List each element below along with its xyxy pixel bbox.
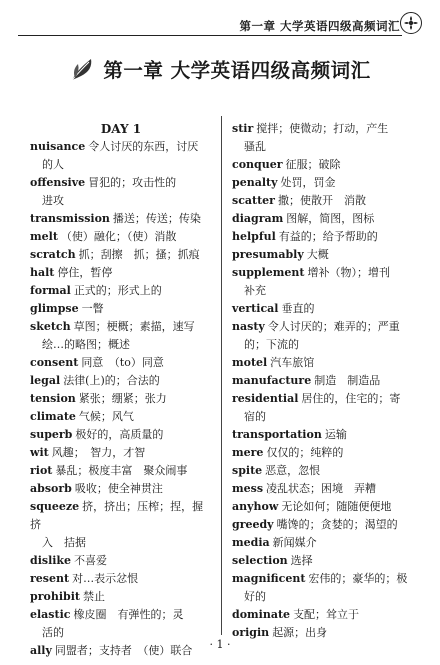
vocab-definition: 支配；耸立于 [293,608,360,621]
vocab-definition: 紧张；绷紧；张力 [78,392,167,405]
vocab-word: vertical [232,302,279,315]
vocab-entry [30,426,212,444]
vocab-entry [232,516,420,534]
vocab-entry [232,354,420,372]
vocab-definition: 不喜爱 [74,554,108,567]
vocab-definition: 正式的；形式上的 [73,284,162,297]
vocab-word: mess [232,482,264,495]
vocab-definition: （使）融化；（使）消散 [60,230,177,243]
vocab-word: tension [30,392,76,405]
vocab-definition: 吸收；使全神贯注 [74,482,163,495]
vocab-word: residential [232,392,299,405]
vocab-entry [30,444,212,462]
vocab-entry [30,282,212,300]
vocab-definition: 仅仅的；纯粹的 [266,446,344,459]
vocab-word: nuisance [30,140,86,153]
vocab-word: nasty [232,320,265,333]
vocab-word: magnificent [232,572,306,585]
flower-emblem-icon [400,12,422,34]
vocab-entry [232,426,420,444]
vocab-entry [30,318,212,354]
vocab-word: superb [30,428,73,441]
vocab-entry [232,264,420,300]
vocab-definition: 停住，暂停 [57,266,113,279]
vocab-word: diagram [232,212,284,225]
vocab-word: motel [232,356,268,369]
vocab-entry [232,372,420,390]
vocab-entry [30,372,212,390]
vocab-definition: 征服；破除 [285,158,341,171]
vocab-word: supplement [232,266,305,279]
vocab-word: origin [232,626,270,639]
vocab-definition: 嘴馋的；贪婪的；渴望的 [276,518,398,531]
vocab-entry [232,246,420,264]
vocab-definition-continued: 宿的 [244,410,266,423]
vocab-definition: 垂直的 [281,302,315,315]
vocab-definition: 挤，挤出；压榨；捏，握 挤 [30,500,215,531]
vocab-definition: 播送；传送；传染 [112,212,201,225]
vocab-entry [30,138,212,174]
vocab-entry [30,390,212,408]
vocab-entry [30,354,212,372]
vocab-word: scatter [232,194,275,207]
vocab-entry [30,300,212,318]
vocab-word: dominate [232,608,291,621]
page-number: · 1 · [209,638,231,651]
vocab-definition: 大概 [306,248,329,261]
vocab-word: halt [30,266,55,279]
vocab-word: anyhow [232,500,279,513]
chapter-title [0,52,440,86]
vocab-entry [232,156,420,174]
vocab-word: resent [30,572,70,585]
vocab-entry [30,570,212,588]
vocab-entry [232,462,420,480]
vocab-definition: 抓；刮擦 抓；搔；抓痕 [78,248,200,261]
vocab-definition: 起源；出身 [272,626,328,639]
vocab-definition-continued: 进攻 [42,194,64,207]
vocab-definition: 增补（物）；增刊 [307,266,390,279]
vocab-definition: 橡皮圈 有弹性的；灵 [73,608,184,621]
vocab-word: elastic [30,608,71,621]
vocab-definition-continued: 入 拮据 [42,536,86,549]
vocab-word: transportation [232,428,322,441]
vocab-word: greedy [232,518,274,531]
vocab-entry [232,606,420,624]
vocab-entry [30,606,212,642]
vocab-word: prohibit [30,590,80,603]
vocab-word: scratch [30,248,76,261]
running-header [18,8,422,38]
vocab-entry [30,588,212,606]
vocab-word: mere [232,446,264,459]
vocab-entry [30,174,212,210]
vocab-definition: 禁止 [82,590,105,603]
vocab-entry [30,228,212,246]
vocab-word: dislike [30,554,72,567]
vocab-definition: 选择 [290,554,313,567]
vocab-definition-continued: 补充 [244,284,266,297]
vocab-word: presumably [232,248,304,261]
vocab-word: selection [232,554,288,567]
vocab-word: absorb [30,482,72,495]
vocab-word: melt [30,230,58,243]
vocab-definition: 处罚，罚金 [280,176,336,189]
vocab-word: offensive [30,176,86,189]
vocab-word: wit [30,446,49,459]
vocab-definition: 法律(上)的；合法的 [63,374,160,387]
vocab-word: ally [30,644,52,657]
vocab-definition: 同盟者；支持者 （使）联合 [54,644,193,657]
right-column [232,120,420,642]
vocab-entry [232,174,420,192]
vocab-entry [30,408,212,426]
vocab-definition-continued: 活的 [42,626,64,639]
header-rule [18,35,402,36]
vocab-entry [232,444,420,462]
vocab-definition: 极好的，高质量的 [75,428,164,441]
vocab-word: sketch [30,320,71,333]
vocab-entry [30,480,212,498]
vocab-definition-continued: 绘…的略图；概述 [42,338,130,351]
leaf-icon [69,56,97,82]
vocab-word: transmission [30,212,110,225]
chapter-title-text: 第一章 大学英语四级高频词汇 [103,59,371,82]
vocab-word: media [232,536,270,549]
vocab-entry [30,210,212,228]
vocab-entry [232,498,420,516]
vocab-definition: 居住的，住宅的；寄 [301,392,401,405]
vocab-definition: 对…表示忿恨 [72,572,139,585]
vocab-definition: 宏伟的；豪华的；极 [308,572,408,585]
vocab-entry [232,570,420,606]
vocab-definition: 撒；使散开 消散 [277,194,366,207]
vocab-entry [232,318,420,354]
vocab-definition: 有益的；给予帮助的 [278,230,378,243]
vocab-definition-continued: 好的 [244,590,266,603]
vocab-definition: 制造 制造品 [314,374,381,387]
vocab-definition: 一瞥 [81,302,104,315]
vocab-definition: 汽车旅馆 [270,356,315,369]
vocab-definition: 搅拌；使微动；打动，产生 [256,122,389,135]
vocab-definition: 凌乱状态；困境 弄糟 [266,482,377,495]
vocab-entry [30,246,212,264]
vocab-word: spite [232,464,263,477]
vocab-entry [232,228,420,246]
vocab-entry [232,300,420,318]
vocab-definition: 运输 [324,428,347,441]
vocab-word: conquer [232,158,283,171]
vocab-entry [30,498,215,552]
day-heading: DAY 1 [100,122,142,136]
vocab-entry [232,534,420,552]
vocab-definition: 图解，简图，图标 [286,212,375,225]
vocab-entry [232,210,420,228]
vocab-word: consent [30,356,79,369]
vocab-definition-continued: 的人 [42,158,64,171]
vocab-entry [232,120,420,156]
vocab-definition-continued: 骚乱 [244,140,266,153]
vocab-entry [232,480,420,498]
vocab-definition: 冒犯的；攻击性的 [88,176,177,189]
vocab-definition: 令人讨厌的；难弄的；严重 [267,320,400,333]
vocab-word: penalty [232,176,278,189]
vocab-word: climate [30,410,76,423]
vocab-word: stir [232,122,254,135]
vocab-definition: 同意 （to）同意 [81,356,164,369]
vocab-entry [232,192,420,210]
vocab-entry [30,552,212,570]
vocab-definition-continued: 的；下流的 [244,338,299,351]
vocab-word: glimpse [30,302,79,315]
vocab-word: riot [30,464,53,477]
vocab-definition: 无论如何；随随便便地 [281,500,392,513]
vocab-word: legal [30,374,61,387]
vocab-entry [232,390,420,426]
vocab-definition: 草图；梗概；素描，速写 [73,320,195,333]
vocab-word: squeeze [30,500,80,513]
vocab-definition: 令人讨厌的东西，讨厌 [88,140,199,153]
vocab-definition: 暴乱；极度丰富 聚众闹事 [55,464,188,477]
left-column [30,120,215,660]
column-divider [221,116,222,635]
vocab-word: manufacture [232,374,312,387]
running-header-title: 第一章 大学英语四级高频词汇 [239,19,400,33]
vocab-entry [30,264,212,282]
vocab-definition: 气候；风气 [78,410,134,423]
vocab-word: formal [30,284,71,297]
vocab-definition: 风趣； 智力，才智 [51,446,146,459]
vocab-entry [30,462,212,480]
vocab-word: helpful [232,230,276,243]
vocab-entry [232,552,420,570]
vocab-definition: 恶意，忽恨 [265,464,321,477]
vocab-definition: 新闻媒介 [272,536,317,549]
